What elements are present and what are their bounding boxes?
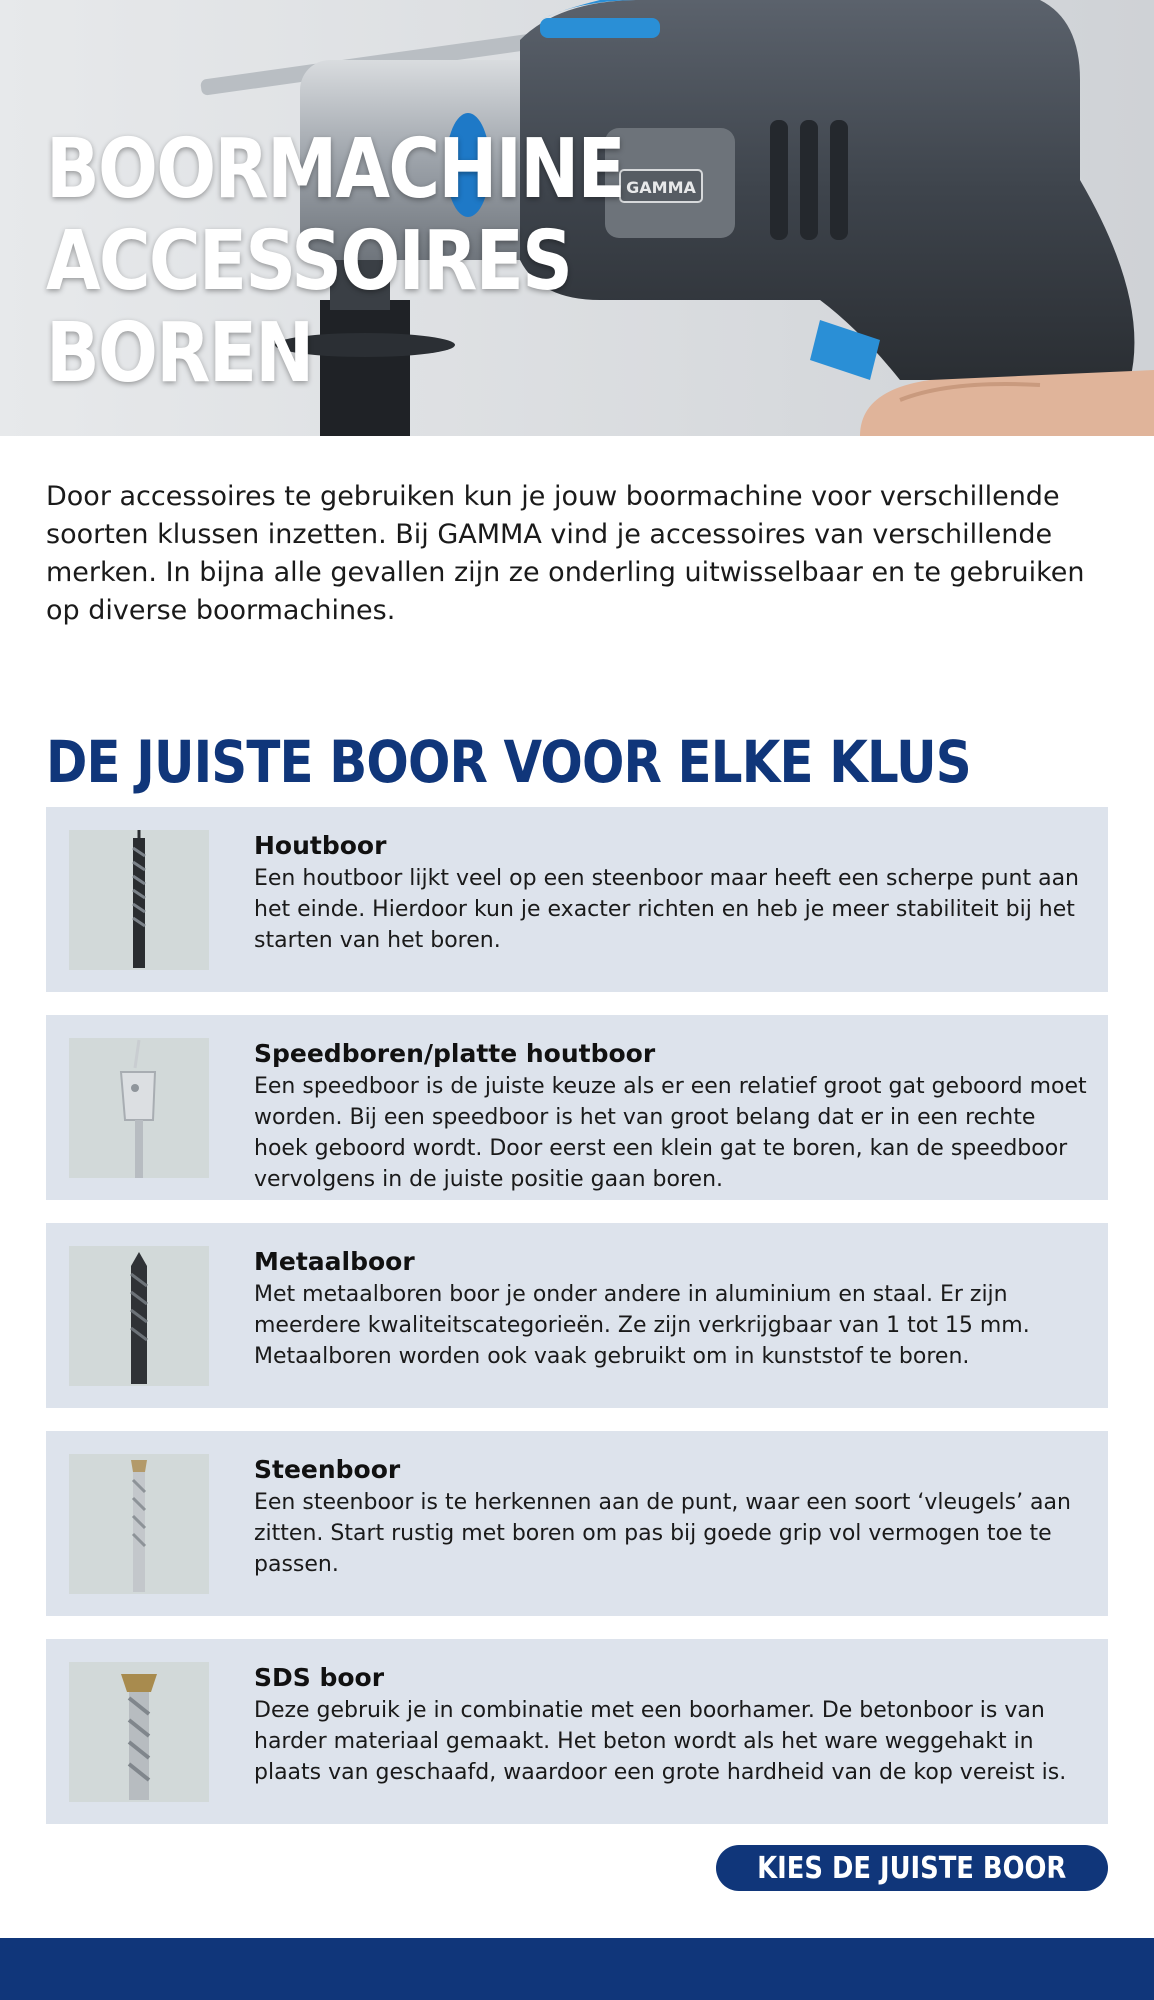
intro-paragraph: Door accessoires te gebruiken kun je jouw boormachine voor verschillende soorten klussen inzetten. Bij GAMMA vind je accessoires van verschillende merken. In bijna alle gevallen zijn ze onderling uitwisselbaar en te gebruiken op diverse boormachines. [46,481,1085,626]
masonry-drill-bit-icon [69,1454,209,1594]
drill-type-card-sds-boor [46,1639,1108,1824]
drill-type-name: Metaalboor [254,1247,415,1276]
drill-type-name: SDS boor [254,1663,385,1692]
drill-type-card-steenboor [46,1431,1108,1616]
spade-bit-icon [69,1038,209,1178]
drill-type-description: Een houtboor lijkt veel op een steenboor maar heeft een scherpe punt aan het einde. Hierdoor kun je exacter richten en heb je meer stabiliteit bij het starten van het boren. [254,866,1079,953]
drill-type-name: Steenboor [254,1455,401,1484]
drill-type-description: Een steenboor is te herkennen aan de punt, waar een soort ‘vleugels’ aan zitten. Start rustig met boren om pas bij goede grip vol vermogen toe te passen. [254,1490,1071,1577]
footer-bar [0,1938,1154,2000]
wood-drill-bit-icon [69,830,209,970]
drill-type-card-speedboor [46,1015,1108,1200]
hero-title [46,124,624,400]
drill-type-name: Speedboren/platte houtboor [254,1039,656,1068]
metal-drill-bit-icon [69,1246,209,1386]
drill-type-description: Met metaalboren boor je onder andere in aluminium en staal. Er zijn meerdere kwaliteitscategorieën. Ze zijn verkrijgbaar van 1 tot 15 mm. Metaalboren worden ook vaak gebruikt om in kunststof te boren. [254,1282,1030,1369]
drill-type-description: Een speedboor is de juiste keuze als er een relatief groot gat geboord moet worden. Bij een speedboor is het van groot belang dat er in een rechte hoek geboord wordt. Door eerst een klein gat te boren, kan de speedboor vervolgens in de juiste positie gaan boren. [254,1074,1087,1192]
hero-title-line-1: BOORMACHINE [46,122,624,217]
sds-drill-bit-icon [69,1662,209,1802]
drill-type-card-houtboor [46,807,1108,992]
drill-type-name: Houtboor [254,831,387,860]
hero-title-line-3: BOREN [46,306,313,401]
drill-type-card-metaalboor [46,1223,1108,1408]
hero-title-line-2: ACCESSOIRES [46,214,572,309]
hero-banner [0,0,1154,436]
svg-text:GAMMA: GAMMA [626,178,696,197]
choose-drill-button-label: KIES DE JUISTE BOOR [757,1850,1067,1886]
section-title: DE JUISTE BOOR VOOR ELKE KLUS [46,728,971,796]
drill-type-description: Deze gebruik je in combinatie met een boorhamer. De betonboor is van harder materiaal gemaakt. Het beton wordt als het ware weggehakt in plaats van geschaafd, waardoor een grote hardheid van de kop vereist is. [254,1698,1067,1785]
choose-drill-button[interactable] [716,1845,1108,1891]
drill-types-list [46,807,1108,1847]
